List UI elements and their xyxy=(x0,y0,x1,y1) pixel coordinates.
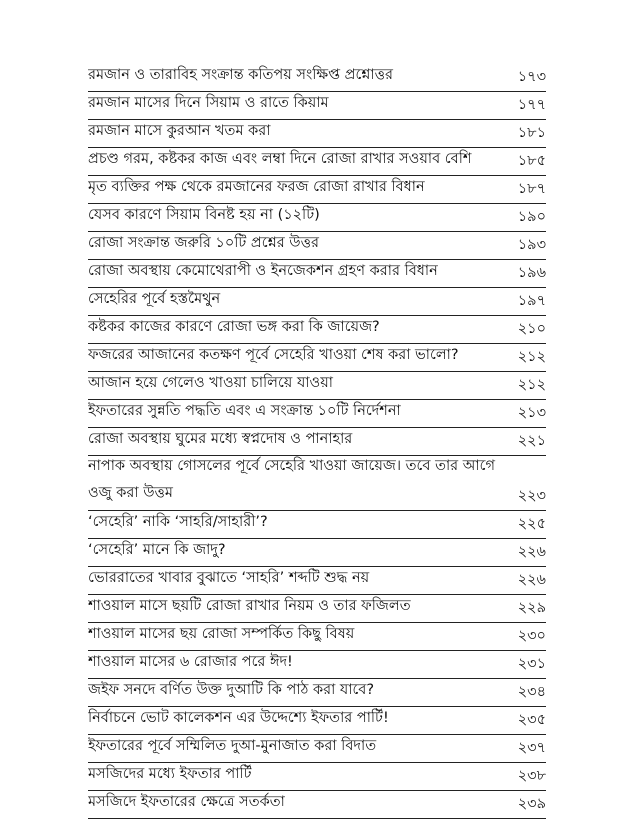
toc-entry-title: নাপাক অবস্থায় গোসলের পূর্বে সেহেরি খাওয়া জায়েজ। তবে তার আগে ওজু করা উত্তম xyxy=(88,458,495,501)
toc-entry[interactable] xyxy=(88,763,546,791)
toc-entry-page-number: ২৩৫ xyxy=(517,712,546,728)
toc-entry-page-number: ১৭৩ xyxy=(517,69,546,85)
toc-entry-title: মৃত ব্যক্তির পক্ষ থেকে রমজানের ফরজ রোজা রাখার বিধান xyxy=(88,179,425,195)
toc-entry-title: ‘সেহেরি’ নাকি ‘সাহরি/সাহারী’? xyxy=(88,514,268,530)
toc-entry-title: কষ্টকর কাজের কারণে রোজা ভঙ্গ করা কি জায়েজ? xyxy=(88,319,380,335)
toc-entry-title: রমজান মাসের দিনে সিয়াম ও রাতে কিয়াম xyxy=(88,95,329,111)
toc-entry[interactable] xyxy=(88,316,546,344)
toc-entry[interactable] xyxy=(88,791,546,819)
toc-entry-title: রোজা অবস্থায় কেমোথেরাপী ও ইনজেকশন গ্রহণ করার বিধান xyxy=(88,263,438,279)
toc-entry-page-number: ১৭৭ xyxy=(517,97,546,113)
toc-entry-title: শাওয়াল মাসের ৬ রোজার পরে ঈদ! xyxy=(88,654,293,670)
toc-entry-title: ইফতারের পূর্বে সম্মিলিত দুআ-মুনাজাত করা বিদাত xyxy=(88,738,377,754)
toc-entry-page-number: ২৩৯ xyxy=(517,796,546,812)
toc-entry-title: রমজান মাসে কুরআন খতম করা xyxy=(88,123,271,139)
toc-entry-page-number: ২২৯ xyxy=(517,600,546,616)
toc-entry-page-number: ১৮১ xyxy=(517,125,546,141)
toc-entry-title: সেহেরির পূর্বে হস্তমৈথুন xyxy=(88,291,221,307)
toc-entry[interactable] xyxy=(88,456,546,511)
toc-entry-page-number: ২৩১ xyxy=(517,656,546,672)
toc-entry-page-number: ২১২ xyxy=(517,377,546,393)
toc-entry[interactable] xyxy=(88,204,546,232)
table-of-contents xyxy=(88,64,546,819)
toc-entry-page-number: ২৩৮ xyxy=(517,768,546,784)
toc-entry[interactable] xyxy=(88,64,546,92)
toc-entry-title: রোজা অবস্থায় ঘুমের মধ্যে স্বপ্নদোষ ও পানাহার xyxy=(88,431,353,447)
toc-entry-page-number: ১৯০ xyxy=(517,209,546,225)
toc-entry-page-number: ২২৬ xyxy=(517,572,546,588)
toc-entry[interactable] xyxy=(88,679,546,707)
toc-entry-page-number: ১৯৩ xyxy=(517,237,546,253)
toc-entry-page-number: ১৯৬ xyxy=(517,265,546,281)
toc-entry-title: ইফতারের সুন্নতি পদ্ধতি এবং এ সংক্রান্ত ১০টি নির্দেশনা xyxy=(88,403,401,419)
toc-entry-page-number: ২৩৭ xyxy=(517,740,546,756)
toc-entry[interactable] xyxy=(88,92,546,120)
toc-entry-title: মসজিদে ইফতারের ক্ষেত্রে সতর্কতা xyxy=(88,794,285,810)
toc-entry-title: প্রচণ্ড গরম, কষ্টকর কাজ এবং লম্বা দিনে রোজা রাখার সওয়াব বেশি xyxy=(88,151,472,167)
toc-entry[interactable] xyxy=(88,595,546,623)
toc-entry[interactable] xyxy=(88,623,546,651)
toc-entry[interactable] xyxy=(88,344,546,372)
toc-entry-title: ভোররাতের খাবার বুঝাতে ‘সাহরি’ শব্দটি শুদ্ধ নয় xyxy=(88,570,370,586)
toc-entry-title: নির্বাচনে ভোট কালেকশন এর উদ্দেশ্যে ইফতার পার্টি! xyxy=(88,710,389,726)
toc-entry[interactable] xyxy=(88,511,546,539)
toc-entry-page-number: ২৩০ xyxy=(517,628,546,644)
toc-entry-page-number: ২২৬ xyxy=(517,544,546,560)
toc-entry-page-number: ১৯৭ xyxy=(517,293,546,309)
toc-entry-title: ‘সেহেরি’ মানে কি জাদু? xyxy=(88,542,226,558)
toc-entry[interactable] xyxy=(88,148,546,176)
toc-entry[interactable] xyxy=(88,707,546,735)
toc-entry-page-number: ২৩৪ xyxy=(517,684,546,700)
toc-entry[interactable] xyxy=(88,176,546,204)
toc-entry[interactable] xyxy=(88,260,546,288)
toc-entry-page-number: ২১৩ xyxy=(517,405,546,421)
toc-entry-title: যেসব কারণে সিয়াম বিনষ্ট হয় না (১২টি) xyxy=(88,207,320,223)
toc-entry-page-number: ১৮৫ xyxy=(517,153,546,169)
toc-entry[interactable] xyxy=(88,372,546,400)
toc-entry-page-number: ১৮৭ xyxy=(517,181,546,197)
toc-entry-title: জইফ সনদে বর্ণিত উক্ত দুআটি কি পাঠ করা যাবে? xyxy=(88,682,375,698)
toc-entry[interactable] xyxy=(88,232,546,260)
toc-entry[interactable] xyxy=(88,539,546,567)
toc-entry-title: শাওয়াল মাসের ছয় রোজা সম্পর্কিত কিছু বিষয় xyxy=(88,626,355,642)
toc-entry[interactable] xyxy=(88,120,546,148)
toc-entry[interactable] xyxy=(88,735,546,763)
toc-entry-title: আজান হয়ে গেলেও খাওয়া চালিয়ে যাওয়া xyxy=(88,375,333,391)
toc-entry-title: শাওয়াল মাসে ছয়টি রোজা রাখার নিয়ম ও তার ফজিলত xyxy=(88,598,411,614)
toc-entry-title: মসজিদের মধ্যে ইফতার পার্টি xyxy=(88,766,252,782)
toc-entry[interactable] xyxy=(88,651,546,679)
toc-entry-title: ফজরের আজানের কতক্ষণ পূর্বে সেহেরি খাওয়া শেষ করা ভালো? xyxy=(88,347,459,363)
toc-entry[interactable] xyxy=(88,428,546,456)
toc-entry-title: রোজা সংক্রান্ত জরুরি ১০টি প্রশ্নের উত্তর xyxy=(88,235,319,251)
toc-entry-page-number: ২২১ xyxy=(517,433,546,449)
toc-entry-title: রমজান ও তারাবিহ সংক্রান্ত কতিপয় সংক্ষিপ্ত প্রশ্নোত্তর xyxy=(88,67,393,83)
toc-entry[interactable] xyxy=(88,288,546,316)
toc-entry-page-number: ২২৩ xyxy=(517,488,546,504)
toc-entry-page-number: ২১২ xyxy=(517,349,546,365)
toc-entry-page-number: ২২৫ xyxy=(517,516,546,532)
toc-entry-page-number: ২১০ xyxy=(517,321,546,337)
toc-entry[interactable] xyxy=(88,400,546,428)
toc-entry[interactable] xyxy=(88,567,546,595)
